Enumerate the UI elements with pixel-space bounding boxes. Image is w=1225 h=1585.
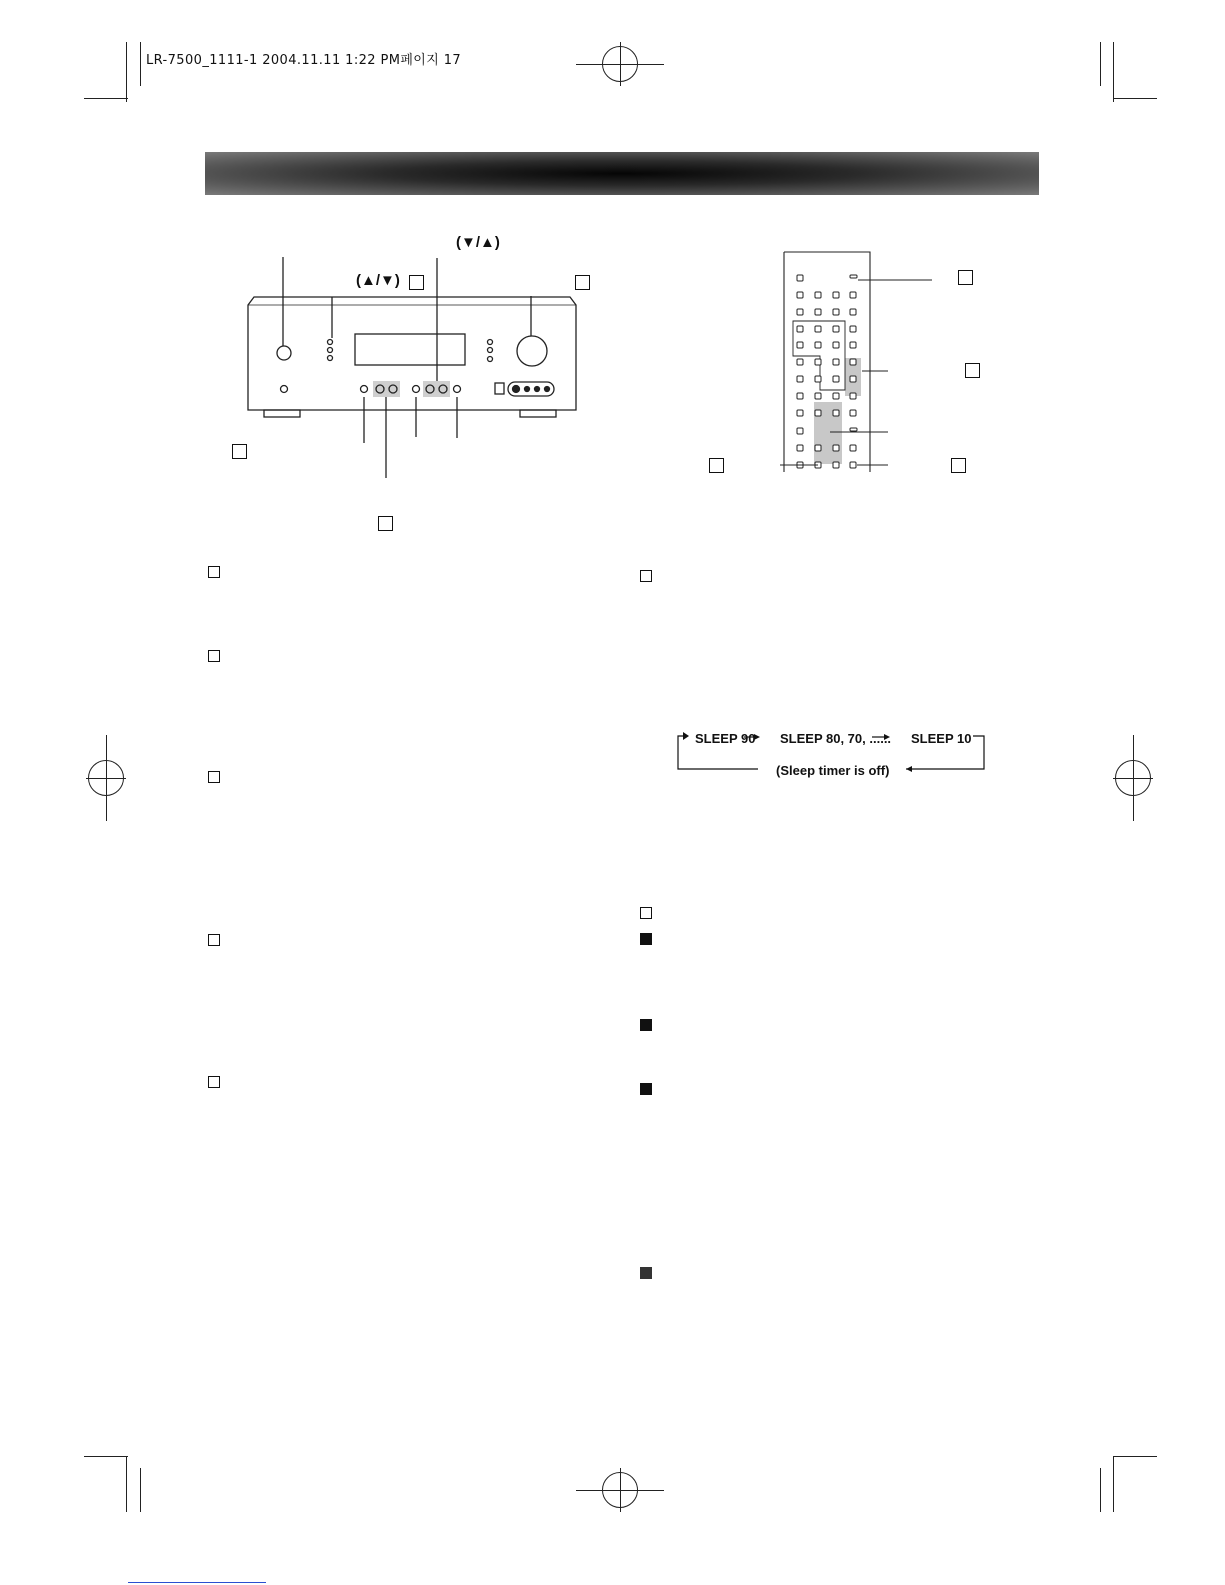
step-marker (208, 1076, 220, 1088)
step-marker (208, 934, 220, 946)
sleep-step-90: SLEEP 90 (695, 731, 756, 746)
step-marker (208, 650, 220, 662)
sleep-step-80-70: SLEEP 80, 70, ...... (780, 731, 892, 746)
tuning-arrows-label: (▲/▼) (356, 272, 400, 289)
remote-leader-lines (780, 248, 1000, 478)
crop-mark (1113, 42, 1114, 102)
step-marker (640, 570, 652, 582)
crop-mark (1133, 735, 1134, 821)
crop-mark (1100, 1468, 1101, 1512)
callout-box (709, 458, 724, 473)
crop-mark (1113, 1456, 1157, 1457)
note-bullet (640, 1267, 652, 1279)
crop-mark (1113, 1456, 1114, 1512)
crop-mark (1113, 98, 1157, 99)
crop-mark (126, 1456, 127, 1512)
footer-link-underline (128, 1582, 266, 1583)
receiver-front-panel-drawing (240, 250, 585, 490)
print-slug: LR-7500_1111-1 2004.11.11 1:22 PM페이지 17 (146, 53, 462, 68)
crop-mark (106, 735, 107, 821)
note-marker (640, 907, 652, 919)
section-header-bar (205, 152, 1039, 195)
note-bullet (640, 1083, 652, 1095)
preset-arrows-label: (▼/▲) (456, 234, 500, 251)
note-bullet (640, 1019, 652, 1031)
crop-mark (84, 98, 128, 99)
note-bullet (640, 933, 652, 945)
crop-mark (620, 42, 621, 86)
crop-mark (140, 1468, 141, 1512)
callout-box (378, 516, 393, 531)
crop-mark (140, 42, 141, 86)
crop-mark (620, 1468, 621, 1512)
sleep-off-label: (Sleep timer is off) (776, 763, 890, 778)
crop-mark (126, 42, 127, 102)
sleep-step-10: SLEEP 10 (911, 731, 972, 746)
step-marker (208, 771, 220, 783)
step-marker (208, 566, 220, 578)
crop-mark (1100, 42, 1101, 86)
crop-mark (84, 1456, 128, 1457)
